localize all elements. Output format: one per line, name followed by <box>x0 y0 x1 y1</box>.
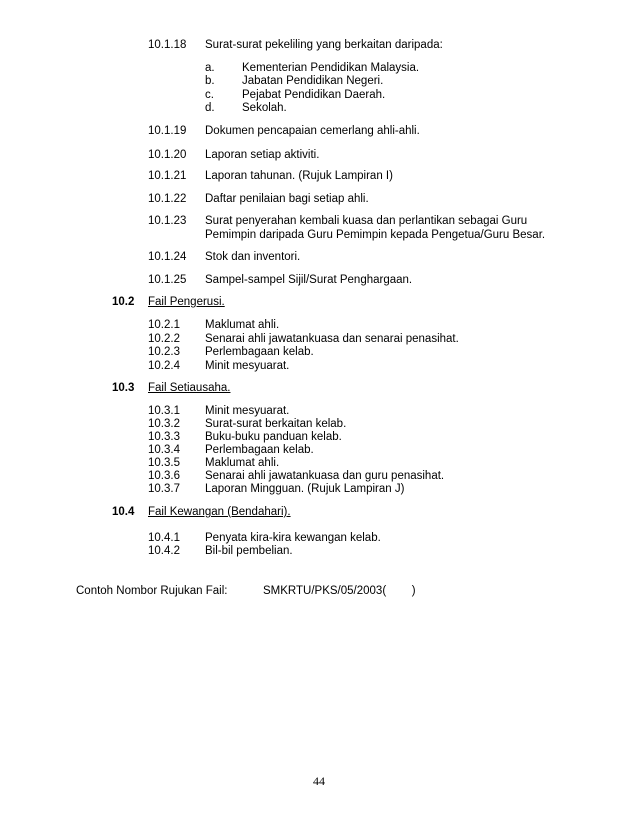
item-text: Penyata kira-kira kewangan kelab. <box>205 532 381 544</box>
item-number: 10.1.22 <box>148 193 187 205</box>
item-number: 10.2.3 <box>148 346 180 358</box>
item-number: 10.1.23 <box>148 215 187 227</box>
sub-item-text: Pejabat Pendidikan Daerah. <box>242 89 386 101</box>
section-number: 10.4 <box>112 506 135 518</box>
item-number: 10.2.1 <box>148 319 180 331</box>
item-number: 10.2.2 <box>148 333 180 345</box>
item-text: Surat-surat pekeliling yang berkaitan daripada: <box>205 39 443 51</box>
item-number: 10.3.1 <box>148 405 180 417</box>
item-text: Bil-bil pembelian. <box>205 545 293 557</box>
item-text: Minit mesyuarat. <box>205 360 290 372</box>
item-text: Surat-surat berkaitan kelab. <box>205 418 347 430</box>
section-number: 10.3 <box>112 382 135 394</box>
item-text: Minit mesyuarat. <box>205 405 290 417</box>
sub-item-text: Kementerian Pendidikan Malaysia. <box>242 62 420 74</box>
item-text: Perlembagaan kelab. <box>205 346 314 358</box>
item-number: 10.1.24 <box>148 251 187 263</box>
item-text: Laporan setiap aktiviti. <box>205 149 320 161</box>
sub-item-letter: a. <box>205 62 215 74</box>
item-number: 10.2.4 <box>148 360 180 372</box>
item-number: 10.1.19 <box>148 125 187 137</box>
item-number: 10.1.20 <box>148 149 187 161</box>
item-number: 10.1.21 <box>148 170 187 182</box>
item-number: 10.3.2 <box>148 418 180 430</box>
item-number: 10.3.6 <box>148 470 180 482</box>
item-text: Buku-buku panduan kelab. <box>205 431 342 443</box>
item-number: 10.1.18 <box>148 39 187 51</box>
item-number: 10.3.5 <box>148 457 180 469</box>
item-text: Sampel-sampel Sijil/Surat Penghargaan. <box>205 274 413 286</box>
item-number: 10.4.1 <box>148 532 180 544</box>
item-number: 10.3.7 <box>148 483 180 495</box>
item-text: Surat penyerahan kembali kuasa dan perlantikan sebagai Guru <box>205 215 528 227</box>
item-text: Senarai ahli jawatankuasa dan guru penasihat. <box>205 470 445 482</box>
item-text: Pemimpin daripada Guru Pemimpin kepada Pengetua/Guru Besar. <box>205 229 546 241</box>
item-number: 10.1.25 <box>148 274 187 286</box>
item-text: Maklumat ahli. <box>205 319 280 331</box>
item-text: Stok dan inventori. <box>205 251 301 263</box>
section-title: Fail Setiausaha. <box>148 382 231 394</box>
reference-value: SMKRTU/PKS/05/2003( ) <box>263 585 416 597</box>
item-text: Laporan Mingguan. (Rujuk Lampiran J) <box>205 483 405 495</box>
sub-item-letter: d. <box>205 102 215 114</box>
item-text: Senarai ahli jawatankuasa dan senarai penasihat. <box>205 333 459 345</box>
item-text: Daftar penilaian bagi setiap ahli. <box>205 193 369 205</box>
sub-item-letter: c. <box>205 89 214 101</box>
section-number: 10.2 <box>112 296 135 308</box>
item-text: Maklumat ahli. <box>205 457 280 469</box>
item-number: 10.3.3 <box>148 431 180 443</box>
section-title: Fail Pengerusi. <box>148 296 225 308</box>
item-text: Laporan tahunan. (Rujuk Lampiran I) <box>205 170 393 182</box>
sub-item-text: Jabatan Pendidikan Negeri. <box>242 75 384 87</box>
reference-label: Contoh Nombor Rujukan Fail: <box>76 585 228 597</box>
sub-item-text: Sekolah. <box>242 102 287 114</box>
sub-item-letter: b. <box>205 75 215 87</box>
item-text: Dokumen pencapaian cemerlang ahli-ahli. <box>205 125 420 137</box>
item-text: Perlembagaan kelab. <box>205 444 314 456</box>
page-number: 44 <box>313 774 325 788</box>
item-number: 10.3.4 <box>148 444 180 456</box>
item-number: 10.4.2 <box>148 545 180 557</box>
section-title: Fail Kewangan (Bendahari). <box>148 506 291 518</box>
